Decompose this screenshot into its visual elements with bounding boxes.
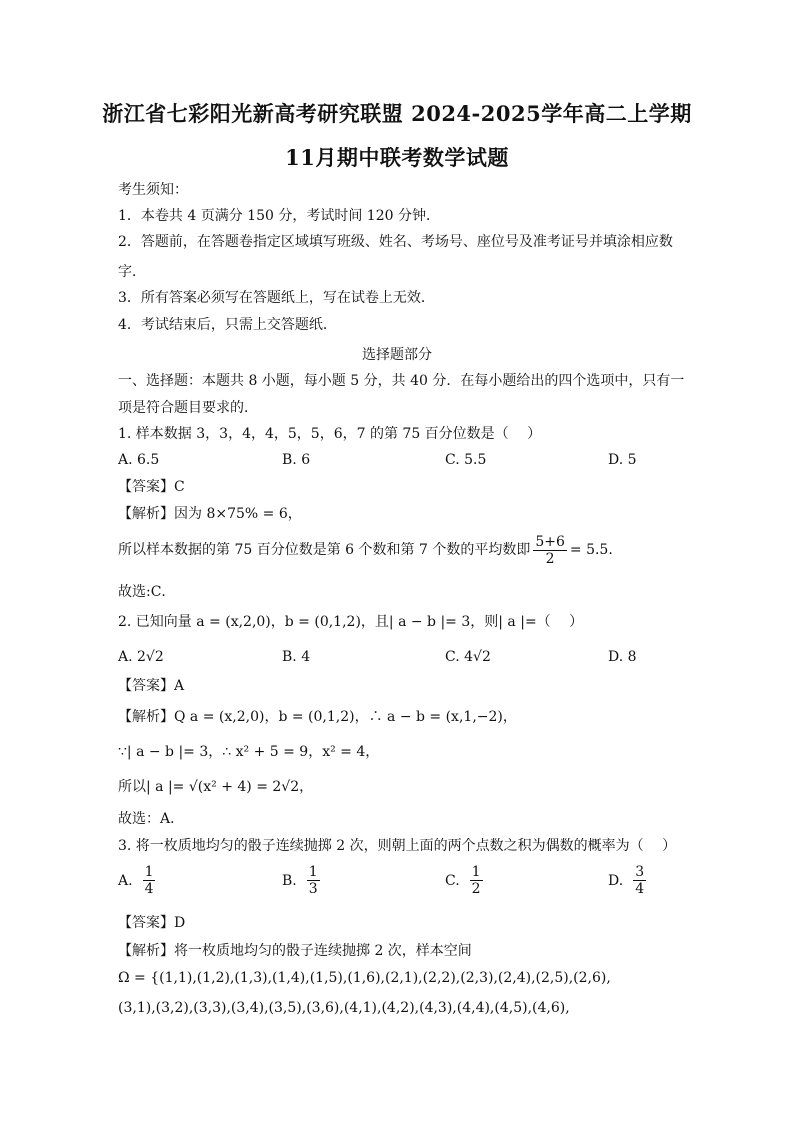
q3-option-c xyxy=(445,864,486,897)
q3-option-d xyxy=(608,864,649,897)
q2-answer: 【答案】A xyxy=(118,678,185,694)
q2-analysis-2: ∵| a − b |= 3，∴ x² + 5 = 9，x² = 4， xyxy=(118,744,380,760)
q3-option-b-den: 3 xyxy=(308,881,318,897)
q3-option-b-num: 1 xyxy=(308,864,318,880)
q1-analysis-2 xyxy=(118,531,613,569)
q3-stem: 3. 将一枚质地均匀的骰子连续抛掷 2 次，则朝上面的两个点数之积为偶数的概率为（ ） xyxy=(118,838,677,854)
q1-analysis-2-result: = 5.5. xyxy=(569,542,613,558)
notice-item-2: 2．答题前，在答题卷指定区域填写班级、姓名、考场号、座位号及准考证号并填涂相应数 xyxy=(118,234,673,250)
notice-item-4: 4．考试结束后，只需上交答题纸． xyxy=(118,317,337,333)
q3-option-a xyxy=(118,864,158,897)
title-line-2: 11月期中联考数学试题 xyxy=(285,145,509,170)
q2-conclusion: 故选：A． xyxy=(118,811,185,827)
q2-stem: 2. 已知向量 a = (x,2,0)，b = (0,1,2)，且| a − b |= 3，则| a |=（ ） xyxy=(118,614,584,630)
q2-option-b: B. 4 xyxy=(282,649,311,665)
q2-analysis-1: 【解析】Q a = (x,2,0)，b = (0,1,2)，∴ a − b = (x,1,−2)， xyxy=(118,709,517,725)
q1-stem: 1. 样本数据 3，3，4，4，5，5，6，7 的第 75 百分位数是（ ） xyxy=(118,426,542,442)
section-title: 选择题部分 xyxy=(362,347,432,363)
q3-option-d-num: 3 xyxy=(635,864,645,880)
q1-fraction xyxy=(533,534,567,567)
q3-option-a-label: A. xyxy=(118,872,133,889)
q3-option-c-num: 1 xyxy=(471,864,481,880)
q1-fraction-numerator: 5+6 xyxy=(535,533,565,550)
q3-option-a-den: 4 xyxy=(144,881,154,897)
q3-option-b-fraction xyxy=(307,864,320,897)
q3-option-b xyxy=(282,864,323,897)
notice-item-1: 1．本卷共 4 页满分 150 分，考试时间 120 分钟． xyxy=(118,208,440,224)
notice-item-3: 3．所有答案必须写在答题纸上，写在试卷上无效． xyxy=(118,290,435,306)
notice-item-2-cont: 字． xyxy=(118,264,146,280)
section-intro-1: 一、选择题：本题共 8 小题，每小题 5 分，共 40 分．在每小题给出的四个选项中，只有一 xyxy=(118,373,685,389)
q3-option-d-label: D. xyxy=(608,872,624,889)
section-intro-2: 项是符合题目要求的． xyxy=(118,400,258,416)
q1-fraction-denominator: 2 xyxy=(545,550,555,567)
q3-option-c-den: 2 xyxy=(471,881,481,897)
q1-analysis-1: 【解析】因为 8×75% = 6， xyxy=(118,506,302,522)
q3-option-a-num: 1 xyxy=(144,864,154,880)
q1-option-c: C. 5.5 xyxy=(445,452,487,468)
q2-option-d: D. 8 xyxy=(608,649,637,665)
q1-option-d: D. 5 xyxy=(608,452,637,468)
q2-option-a: A. 2√2 xyxy=(118,649,164,665)
q1-option-a: A. 6.5 xyxy=(118,452,160,468)
q3-analysis-2: Ω = {(1,1),(1,2),(1,3),(1,4),(1,5),(1,6),(2,1),(2,2),(2,3),(2,4),(2,5),(2,6), xyxy=(118,970,611,986)
q3-answer: 【答案】D xyxy=(118,915,186,931)
notice-heading: 考生须知： xyxy=(118,182,188,198)
q3-option-b-label: B. xyxy=(282,872,297,889)
q3-option-a-fraction xyxy=(143,864,156,897)
q1-analysis-2-text: 所以样本数据的第 75 百分位数是第 6 个数和第 7 个数的平均数即 xyxy=(118,542,531,558)
q1-answer: 【答案】C xyxy=(118,479,185,495)
title-line-1: 浙江省七彩阳光新高考研究联盟 2024-2025学年高二上学期 xyxy=(102,101,692,126)
q2-option-c: C. 4√2 xyxy=(445,649,491,665)
q3-analysis-1: 【解析】将一枚质地均匀的骰子连续抛掷 2 次，样本空间 xyxy=(118,943,472,959)
q3-analysis-3: (3,1),(3,2),(3,3),(3,4),(3,5),(3,6),(4,1),(4,2),(4,3),(4,4),(4,5),(4,6), xyxy=(118,1000,570,1016)
q2-analysis-3: 所以| a |= √(x² + 4) = 2√2， xyxy=(118,779,314,795)
q1-option-b: B. 6 xyxy=(282,452,311,468)
q3-option-c-label: C. xyxy=(445,872,460,889)
q1-conclusion: 故选:C． xyxy=(118,584,176,600)
q3-option-c-fraction xyxy=(470,864,483,897)
q3-option-d-fraction xyxy=(633,864,646,897)
q3-option-d-den: 4 xyxy=(635,881,645,897)
